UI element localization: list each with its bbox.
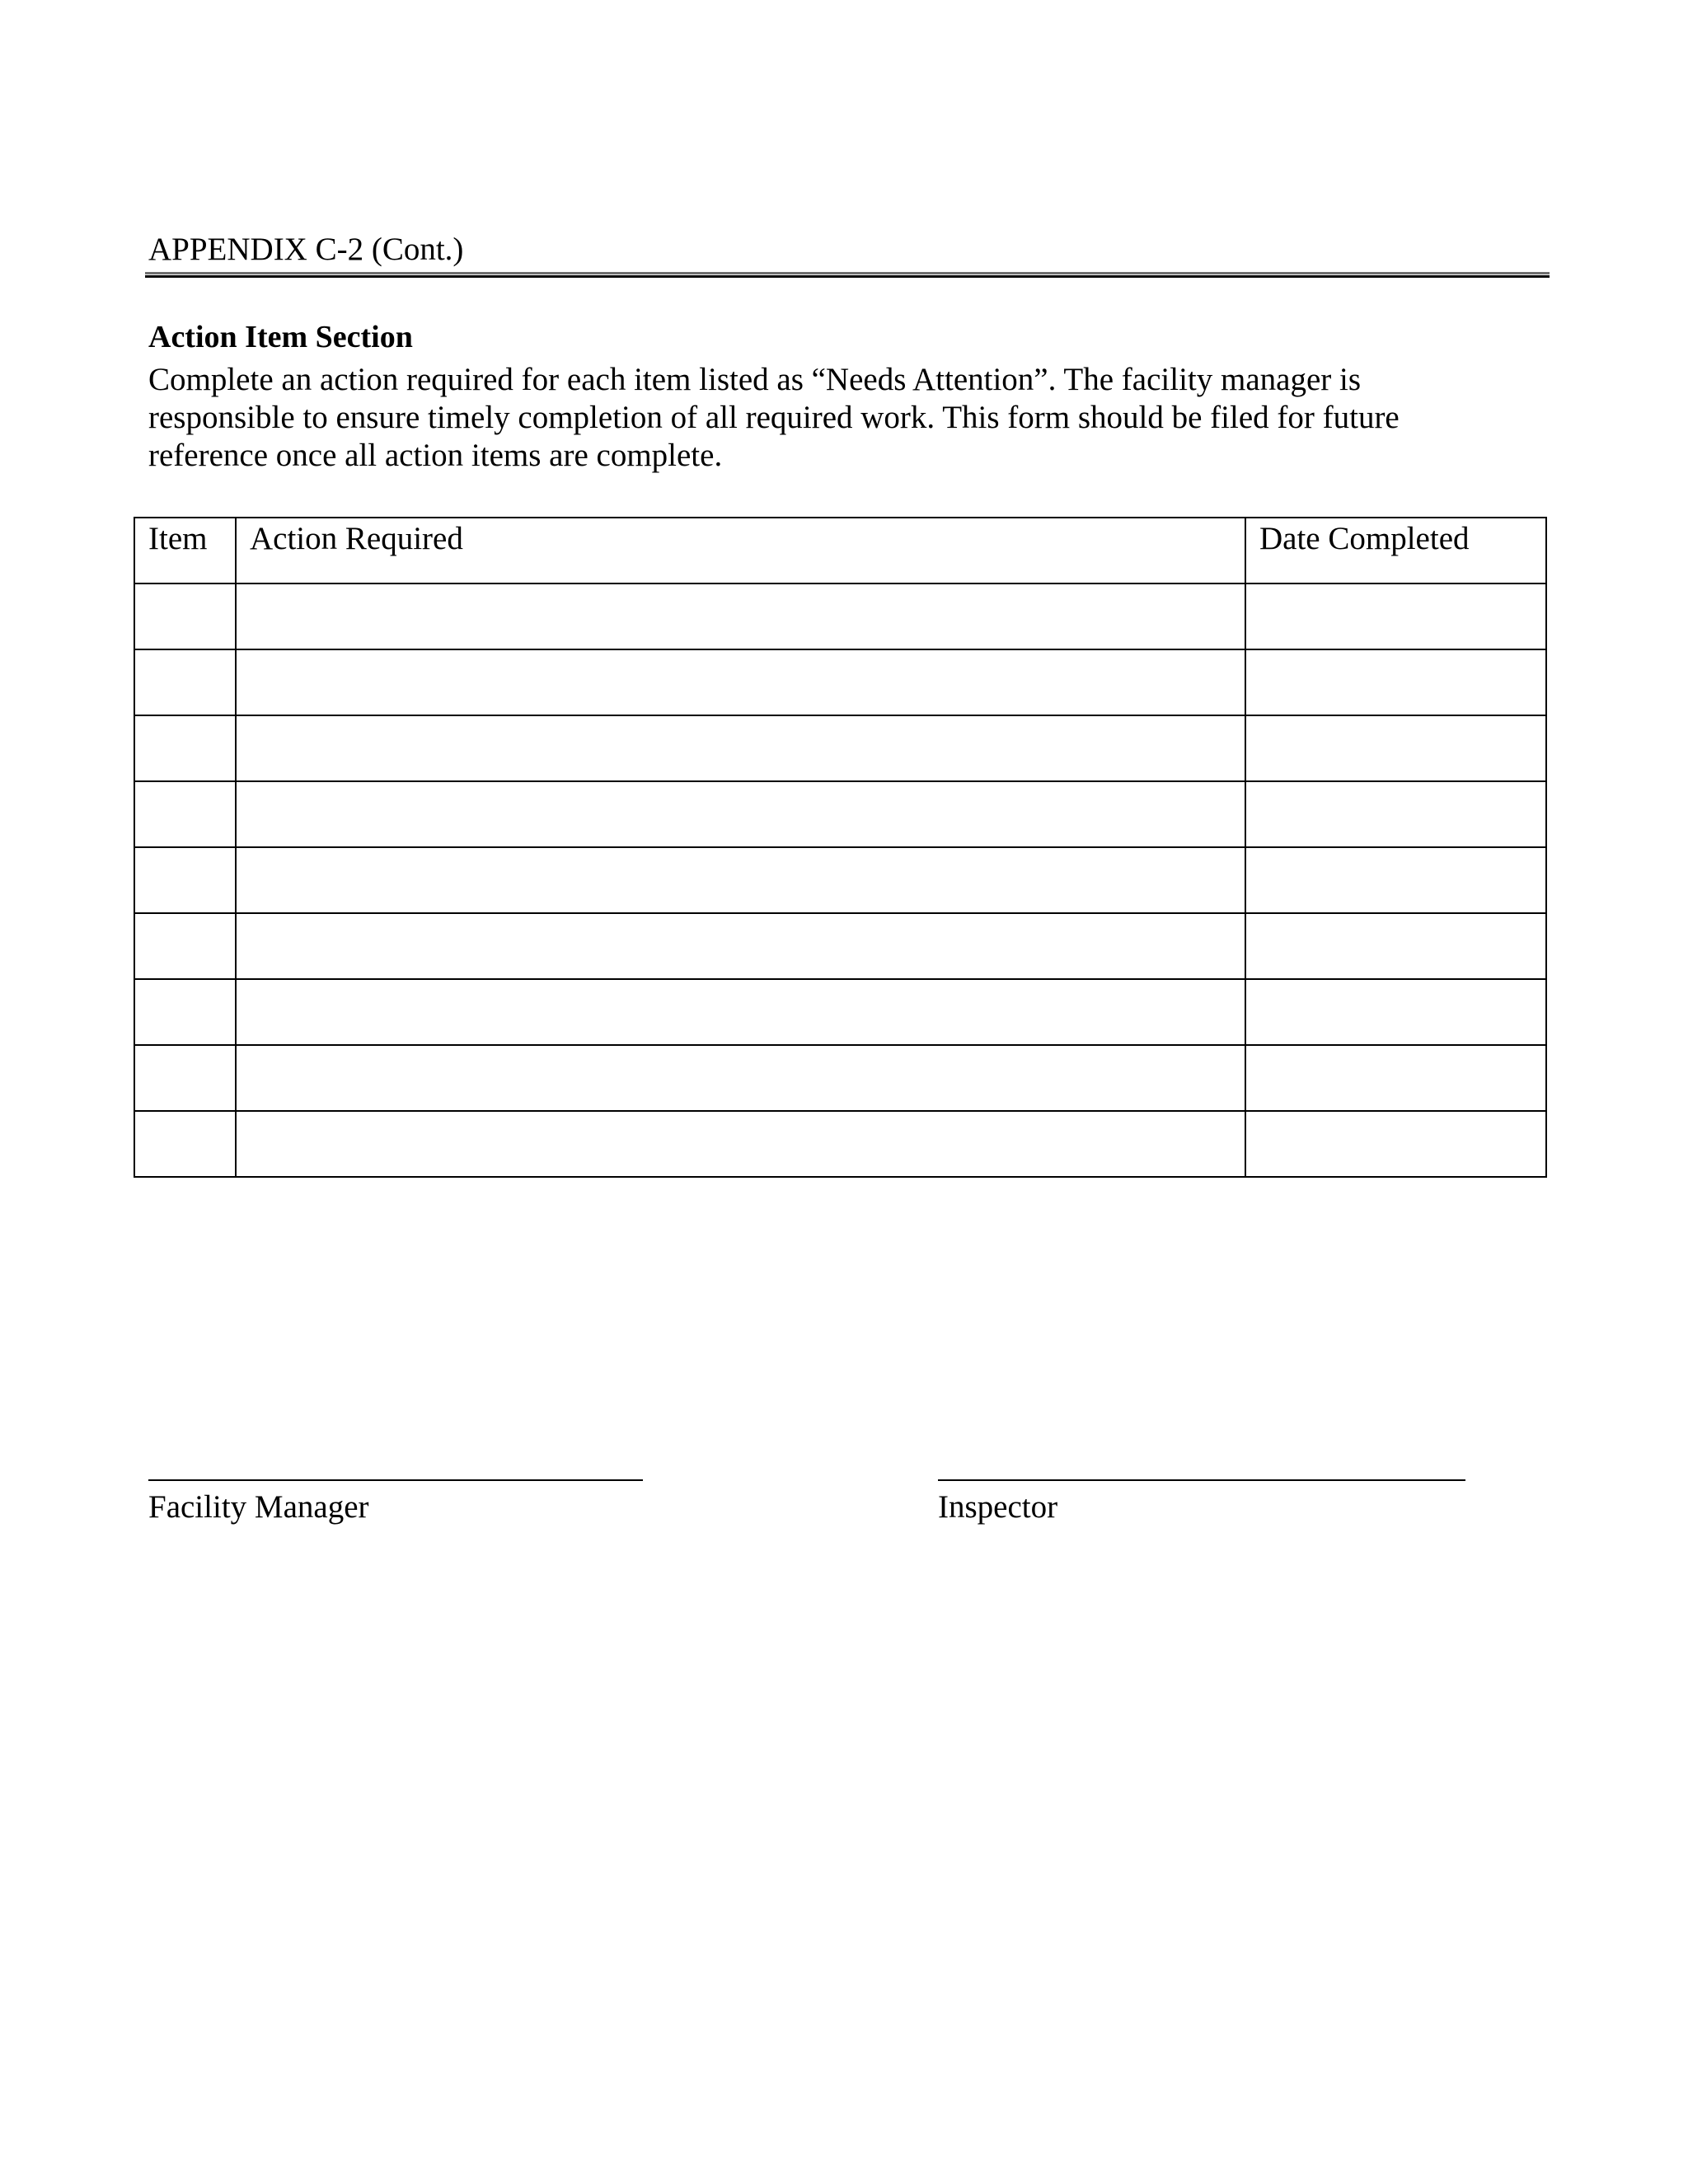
table-row — [134, 781, 1546, 847]
table-row — [134, 649, 1546, 715]
inspector-label: Inspector — [938, 1489, 1058, 1525]
action-required-cell[interactable] — [236, 1111, 1245, 1177]
table-row — [134, 1045, 1546, 1111]
facility-manager-label: Facility Manager — [148, 1489, 369, 1525]
date-completed-cell[interactable] — [1245, 1045, 1546, 1111]
instructions-line: Complete an action required for each item listed as “Needs Attention”. The facility manager is — [148, 362, 1362, 397]
table-row — [134, 847, 1546, 913]
item-cell[interactable] — [134, 913, 236, 979]
action-items-table — [134, 517, 1547, 1178]
item-cell[interactable] — [134, 781, 236, 847]
instructions-line: responsible to ensure timely completion of all required work. This form should be filed for future — [148, 400, 1400, 435]
action-required-cell[interactable] — [236, 649, 1245, 715]
column-header-item: Item — [134, 518, 236, 583]
facility-manager-signature-line[interactable] — [148, 1479, 643, 1481]
action-required-cell[interactable] — [236, 781, 1245, 847]
date-completed-cell[interactable] — [1245, 715, 1546, 781]
action-required-cell[interactable] — [236, 715, 1245, 781]
column-header-action-required: Action Required — [236, 518, 1245, 583]
item-cell[interactable] — [134, 847, 236, 913]
inspector-signature-line[interactable] — [938, 1479, 1465, 1481]
instructions-paragraph — [148, 361, 1566, 475]
item-cell[interactable] — [134, 1045, 236, 1111]
item-cell[interactable] — [134, 979, 236, 1045]
table-row — [134, 583, 1546, 649]
action-required-cell[interactable] — [236, 847, 1245, 913]
date-completed-cell[interactable] — [1245, 649, 1546, 715]
header-divider — [145, 272, 1550, 278]
item-cell[interactable] — [134, 1111, 236, 1177]
action-required-cell[interactable] — [236, 583, 1245, 649]
table-row — [134, 979, 1546, 1045]
table-body — [134, 583, 1546, 1177]
item-cell[interactable] — [134, 715, 236, 781]
column-header-date-completed: Date Completed — [1245, 518, 1546, 583]
table-header-row — [134, 518, 1546, 583]
table-row — [134, 1111, 1546, 1177]
date-completed-cell[interactable] — [1245, 979, 1546, 1045]
action-required-cell[interactable] — [236, 1045, 1245, 1111]
date-completed-cell[interactable] — [1245, 583, 1546, 649]
action-required-cell[interactable] — [236, 913, 1245, 979]
item-cell[interactable] — [134, 583, 236, 649]
date-completed-cell[interactable] — [1245, 781, 1546, 847]
table-row — [134, 913, 1546, 979]
date-completed-cell[interactable] — [1245, 1111, 1546, 1177]
date-completed-cell[interactable] — [1245, 847, 1546, 913]
date-completed-cell[interactable] — [1245, 913, 1546, 979]
action-required-cell[interactable] — [236, 979, 1245, 1045]
item-cell[interactable] — [134, 649, 236, 715]
instructions-line: reference once all action items are complete. — [148, 438, 723, 473]
appendix-header: APPENDIX C-2 (Cont.) — [148, 232, 464, 267]
table-row — [134, 715, 1546, 781]
section-title: Action Item Section — [148, 320, 413, 354]
